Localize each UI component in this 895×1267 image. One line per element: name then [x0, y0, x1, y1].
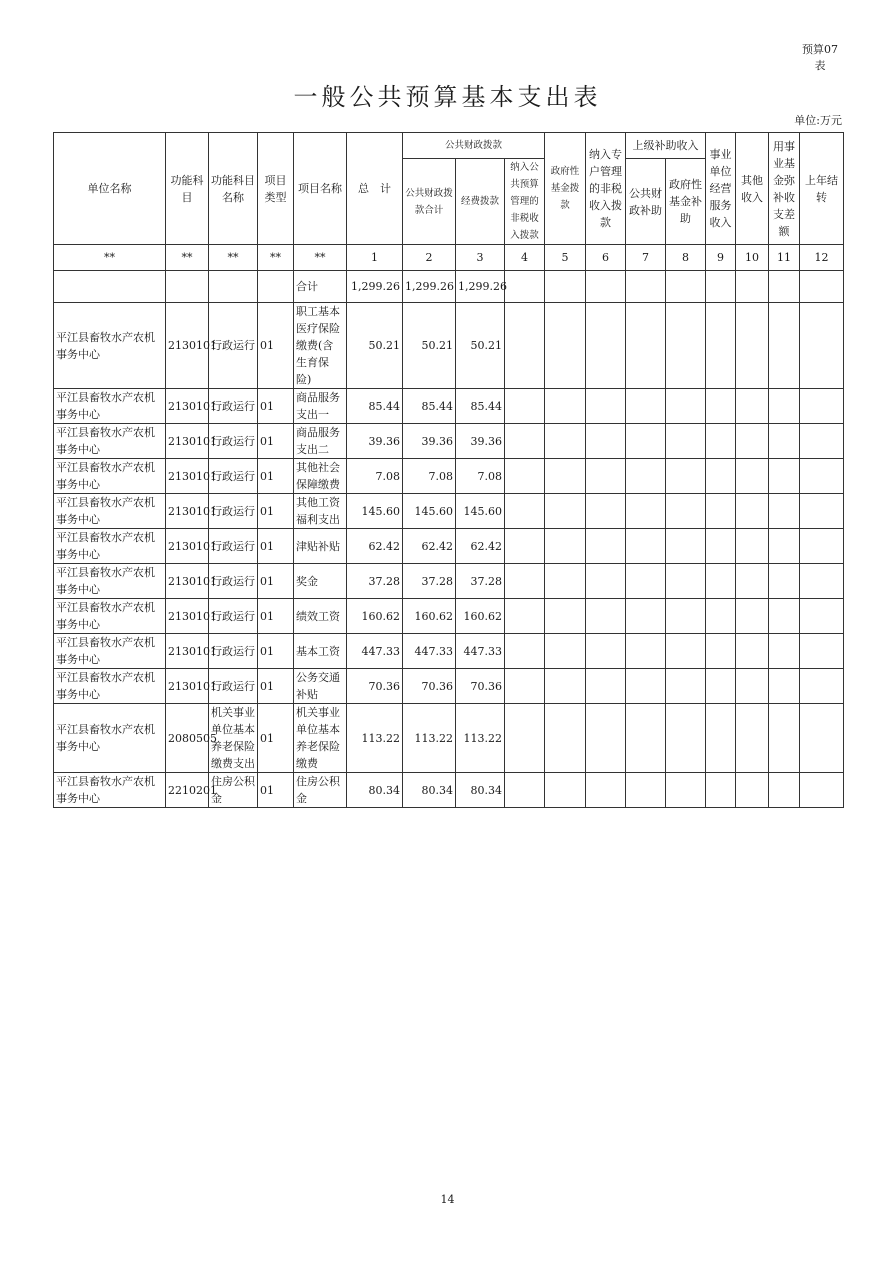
empty-cell [586, 564, 626, 599]
pf-subtotal-cell: 85.44 [403, 389, 456, 424]
empty-cell [626, 564, 666, 599]
empty-cell [505, 564, 545, 599]
unit-name-cell: 平江县畜牧水产农机事务中心 [54, 634, 166, 669]
unit-name-cell: 平江县畜牧水产农机事务中心 [54, 599, 166, 634]
func-code-cell: 2130101 [166, 389, 209, 424]
item-type-cell: 01 [258, 634, 294, 669]
empty-cell [666, 669, 706, 704]
header-sup-gov-fund: 政府性基金补助 [666, 159, 706, 245]
item-name-cell: 奖金 [294, 564, 347, 599]
pf-subtotal-cell: 50.21 [403, 303, 456, 389]
empty-cell [800, 529, 844, 564]
empty-cell [706, 529, 736, 564]
index-cell: ** [294, 245, 347, 271]
index-cell: 7 [626, 245, 666, 271]
empty-cell [626, 704, 666, 773]
header-row-1 [54, 133, 844, 159]
summary-row [54, 271, 844, 303]
page-number: 14 [440, 1193, 455, 1206]
empty-cell [505, 459, 545, 494]
empty-cell [706, 389, 736, 424]
header-nontax-in-budget: 纳入公共预算管理的非税收入拨款 [505, 159, 545, 245]
item-type-cell: 01 [258, 424, 294, 459]
total-cell: 39.36 [347, 424, 403, 459]
empty-cell [586, 389, 626, 424]
empty-cell [800, 564, 844, 599]
empty-cell [666, 529, 706, 564]
unit-name-cell: 平江县畜牧水产农机事务中心 [54, 669, 166, 704]
empty-cell [706, 773, 736, 808]
summary-total: 1,299.26 [347, 271, 403, 303]
pf-subtotal-cell: 447.33 [403, 634, 456, 669]
item-type-cell: 01 [258, 773, 294, 808]
pf-subtotal-cell: 7.08 [403, 459, 456, 494]
index-row [54, 245, 844, 271]
empty-cell [736, 303, 769, 389]
table-code-line2: 表 [814, 59, 826, 72]
empty-cell [626, 459, 666, 494]
empty-cell [736, 529, 769, 564]
item-name-cell: 职工基本医疗保险缴费(含生育保险) [294, 303, 347, 389]
table-row [54, 599, 844, 634]
empty-cell [800, 669, 844, 704]
func-name-cell: 行政运行 [209, 389, 258, 424]
empty-cell [545, 459, 586, 494]
empty-cell [545, 773, 586, 808]
empty-cell [769, 303, 800, 389]
index-cell: ** [258, 245, 294, 271]
unit-name-cell: 平江县畜牧水产农机事务中心 [54, 389, 166, 424]
empty-cell [505, 634, 545, 669]
empty-cell [769, 424, 800, 459]
index-cell: 10 [736, 245, 769, 271]
index-cell: ** [166, 245, 209, 271]
empty-cell [505, 529, 545, 564]
empty-cell [586, 494, 626, 529]
funding-cell: 70.36 [456, 669, 505, 704]
pf-subtotal-cell: 37.28 [403, 564, 456, 599]
empty-cell [706, 459, 736, 494]
empty-cell [626, 773, 666, 808]
empty-cell [736, 459, 769, 494]
item-name-cell: 基本工资 [294, 634, 347, 669]
table-row [54, 669, 844, 704]
func-code-cell: 2130101 [166, 494, 209, 529]
pf-subtotal-cell: 113.22 [403, 704, 456, 773]
func-name-cell: 行政运行 [209, 564, 258, 599]
item-type-cell: 01 [258, 459, 294, 494]
empty-cell [626, 494, 666, 529]
item-name-cell: 津贴补贴 [294, 529, 347, 564]
empty-cell [736, 669, 769, 704]
empty-cell [736, 704, 769, 773]
funding-cell: 85.44 [456, 389, 505, 424]
index-cell: 6 [586, 245, 626, 271]
empty-cell [666, 459, 706, 494]
funding-cell: 160.62 [456, 599, 505, 634]
item-name-cell: 其他社会保障缴费 [294, 459, 347, 494]
empty-cell [736, 634, 769, 669]
funding-cell: 50.21 [456, 303, 505, 389]
funding-cell: 62.42 [456, 529, 505, 564]
empty-cell [545, 424, 586, 459]
empty-cell [736, 424, 769, 459]
empty-cell [800, 494, 844, 529]
table-row [54, 704, 844, 773]
empty-cell [769, 389, 800, 424]
item-name-cell: 其他工资福利支出 [294, 494, 347, 529]
empty-cell [505, 599, 545, 634]
func-code-cell: 2210201 [166, 773, 209, 808]
index-cell: 4 [505, 245, 545, 271]
empty-cell [666, 494, 706, 529]
summary-pf-subtotal: 1,299.26 [403, 271, 456, 303]
empty-cell [505, 424, 545, 459]
total-cell: 7.08 [347, 459, 403, 494]
empty-cell [736, 494, 769, 529]
item-type-cell: 01 [258, 494, 294, 529]
empty-cell [586, 303, 626, 389]
table-code-line1: 预算07 [802, 43, 838, 56]
empty-cell [626, 303, 666, 389]
empty-cell [800, 424, 844, 459]
pf-subtotal-cell: 80.34 [403, 773, 456, 808]
table-row [54, 424, 844, 459]
funding-cell: 113.22 [456, 704, 505, 773]
empty-cell [626, 529, 666, 564]
table-row [54, 494, 844, 529]
empty-cell [545, 669, 586, 704]
empty-cell [800, 389, 844, 424]
table-row [54, 773, 844, 808]
unit-name-cell: 平江县畜牧水产农机事务中心 [54, 303, 166, 389]
func-name-cell: 行政运行 [209, 424, 258, 459]
header-item-name: 项目名称 [294, 133, 347, 245]
empty-cell [545, 303, 586, 389]
empty-cell [626, 389, 666, 424]
header-gov-fund: 政府性基金拨款 [545, 133, 586, 245]
empty-cell [666, 303, 706, 389]
func-code-cell: 2130101 [166, 634, 209, 669]
data-rows [54, 303, 844, 808]
header-fund-offset: 用事业基金弥补收支差额 [769, 133, 800, 245]
empty-cell [626, 669, 666, 704]
empty-cell [769, 773, 800, 808]
unit-label: 单位:万元 [794, 114, 842, 127]
total-cell: 80.34 [347, 773, 403, 808]
func-name-cell: 行政运行 [209, 669, 258, 704]
empty-cell [769, 704, 800, 773]
empty-cell [736, 773, 769, 808]
header-func-name: 功能科目名称 [209, 133, 258, 245]
header-business-income: 事业单位经营服务收入 [706, 133, 736, 245]
item-type-cell: 01 [258, 564, 294, 599]
empty-cell [545, 564, 586, 599]
pf-subtotal-cell: 160.62 [403, 599, 456, 634]
empty-cell [505, 389, 545, 424]
empty-cell [545, 634, 586, 669]
empty-cell [706, 494, 736, 529]
unit-name-cell: 平江县畜牧水产农机事务中心 [54, 704, 166, 773]
table-row [54, 303, 844, 389]
empty-cell [545, 599, 586, 634]
header-funding: 经费拨款 [456, 159, 505, 245]
header-total: 总 计 [347, 133, 403, 245]
unit-name-cell: 平江县畜牧水产农机事务中心 [54, 529, 166, 564]
empty-cell [505, 494, 545, 529]
empty-cell [706, 599, 736, 634]
total-cell: 37.28 [347, 564, 403, 599]
empty-cell [666, 704, 706, 773]
index-cell: 2 [403, 245, 456, 271]
empty-cell [800, 704, 844, 773]
empty-cell [505, 303, 545, 389]
pf-subtotal-cell: 62.42 [403, 529, 456, 564]
empty-cell [586, 424, 626, 459]
summary-funding: 1,299.26 [456, 271, 505, 303]
index-cell: 1 [347, 245, 403, 271]
header-other-income: 其他收入 [736, 133, 769, 245]
total-cell: 113.22 [347, 704, 403, 773]
func-code-cell: 2130101 [166, 424, 209, 459]
item-name-cell: 机关事业单位基本养老保险缴费 [294, 704, 347, 773]
empty-cell [736, 389, 769, 424]
item-name-cell: 商品服务支出一 [294, 389, 347, 424]
item-type-cell: 01 [258, 303, 294, 389]
empty-cell [545, 529, 586, 564]
table-code-label [798, 42, 842, 74]
item-name-cell: 公务交通补贴 [294, 669, 347, 704]
func-code-cell: 2130101 [166, 529, 209, 564]
empty-cell [626, 599, 666, 634]
empty-cell [545, 389, 586, 424]
empty-cell [800, 303, 844, 389]
summary-label: 合计 [294, 271, 347, 303]
empty-cell [545, 494, 586, 529]
funding-cell: 37.28 [456, 564, 505, 599]
empty-cell [736, 599, 769, 634]
index-cell: 5 [545, 245, 586, 271]
empty-cell [706, 303, 736, 389]
item-name-cell: 商品服务支出二 [294, 424, 347, 459]
empty-cell [666, 773, 706, 808]
empty-cell [706, 634, 736, 669]
empty-cell [545, 704, 586, 773]
table-row [54, 634, 844, 669]
unit-name-cell: 平江县畜牧水产农机事务中心 [54, 564, 166, 599]
pf-subtotal-cell: 39.36 [403, 424, 456, 459]
table-row [54, 459, 844, 494]
table-row [54, 529, 844, 564]
func-name-cell: 住房公积金 [209, 773, 258, 808]
empty-cell [706, 564, 736, 599]
index-cell: 11 [769, 245, 800, 271]
header-unit-name: 单位名称 [54, 133, 166, 245]
func-code-cell: 2130101 [166, 599, 209, 634]
total-cell: 70.36 [347, 669, 403, 704]
empty-cell [626, 634, 666, 669]
index-cell: ** [209, 245, 258, 271]
empty-cell [586, 599, 626, 634]
func-code-cell: 2130101 [166, 303, 209, 389]
empty-cell [586, 773, 626, 808]
empty-cell [706, 669, 736, 704]
func-name-cell: 行政运行 [209, 303, 258, 389]
index-cell: 12 [800, 245, 844, 271]
unit-name-cell: 平江县畜牧水产农机事务中心 [54, 424, 166, 459]
header-superior-subsidy: 上级补助收入 [626, 133, 706, 159]
table-row [54, 564, 844, 599]
empty-cell [666, 389, 706, 424]
table-row [54, 389, 844, 424]
item-type-cell: 01 [258, 389, 294, 424]
unit-name-cell: 平江县畜牧水产农机事务中心 [54, 494, 166, 529]
funding-cell: 145.60 [456, 494, 505, 529]
func-code-cell: 2080505 [166, 704, 209, 773]
empty-cell [769, 669, 800, 704]
func-name-cell: 行政运行 [209, 599, 258, 634]
pf-subtotal-cell: 70.36 [403, 669, 456, 704]
item-name-cell: 绩效工资 [294, 599, 347, 634]
funding-cell: 447.33 [456, 634, 505, 669]
empty-cell [666, 564, 706, 599]
empty-cell [706, 424, 736, 459]
empty-cell [586, 704, 626, 773]
total-cell: 145.60 [347, 494, 403, 529]
index-cell: 3 [456, 245, 505, 271]
funding-cell: 80.34 [456, 773, 505, 808]
empty-cell [505, 704, 545, 773]
func-code-cell: 2130101 [166, 669, 209, 704]
empty-cell [769, 529, 800, 564]
total-cell: 85.44 [347, 389, 403, 424]
empty-cell [706, 704, 736, 773]
empty-cell [800, 773, 844, 808]
header-item-type: 项目类型 [258, 133, 294, 245]
empty-cell [586, 634, 626, 669]
empty-cell [800, 599, 844, 634]
total-cell: 62.42 [347, 529, 403, 564]
funding-cell: 7.08 [456, 459, 505, 494]
empty-cell [586, 459, 626, 494]
item-type-cell: 01 [258, 669, 294, 704]
index-cell: ** [54, 245, 166, 271]
header-func-code: 功能科目 [166, 133, 209, 245]
item-type-cell: 01 [258, 704, 294, 773]
func-name-cell: 机关事业单位基本养老保险缴费支出 [209, 704, 258, 773]
empty-cell [736, 564, 769, 599]
empty-cell [800, 634, 844, 669]
func-name-cell: 行政运行 [209, 494, 258, 529]
empty-cell [769, 494, 800, 529]
empty-cell [586, 529, 626, 564]
func-code-cell: 2130101 [166, 459, 209, 494]
header-nontax-special: 纳入专户管理的非税收入拨款 [586, 133, 626, 245]
empty-cell [666, 634, 706, 669]
empty-cell [505, 773, 545, 808]
empty-cell [769, 564, 800, 599]
header-pf-subtotal: 公共财政拨款合计 [403, 159, 456, 245]
func-name-cell: 行政运行 [209, 634, 258, 669]
empty-cell [769, 459, 800, 494]
header-public-finance: 公共财政拨款 [403, 133, 545, 159]
item-type-cell: 01 [258, 529, 294, 564]
item-name-cell: 住房公积金 [294, 773, 347, 808]
total-cell: 447.33 [347, 634, 403, 669]
func-name-cell: 行政运行 [209, 459, 258, 494]
header-sup-public: 公共财政补助 [626, 159, 666, 245]
empty-cell [666, 599, 706, 634]
unit-name-cell: 平江县畜牧水产农机事务中心 [54, 459, 166, 494]
item-type-cell: 01 [258, 599, 294, 634]
empty-cell [666, 424, 706, 459]
empty-cell [586, 669, 626, 704]
empty-cell [626, 424, 666, 459]
total-cell: 160.62 [347, 599, 403, 634]
empty-cell [505, 669, 545, 704]
funding-cell: 39.36 [456, 424, 505, 459]
empty-cell [769, 599, 800, 634]
func-code-cell: 2130101 [166, 564, 209, 599]
budget-table [53, 132, 844, 808]
pf-subtotal-cell: 145.60 [403, 494, 456, 529]
empty-cell [800, 459, 844, 494]
index-cell: 9 [706, 245, 736, 271]
index-cell: 8 [666, 245, 706, 271]
unit-name-cell: 平江县畜牧水产农机事务中心 [54, 773, 166, 808]
empty-cell [769, 634, 800, 669]
total-cell: 50.21 [347, 303, 403, 389]
page-title: 一般公共预算基本支出表 [293, 83, 602, 111]
header-carryover: 上年结转 [800, 133, 844, 245]
func-name-cell: 行政运行 [209, 529, 258, 564]
